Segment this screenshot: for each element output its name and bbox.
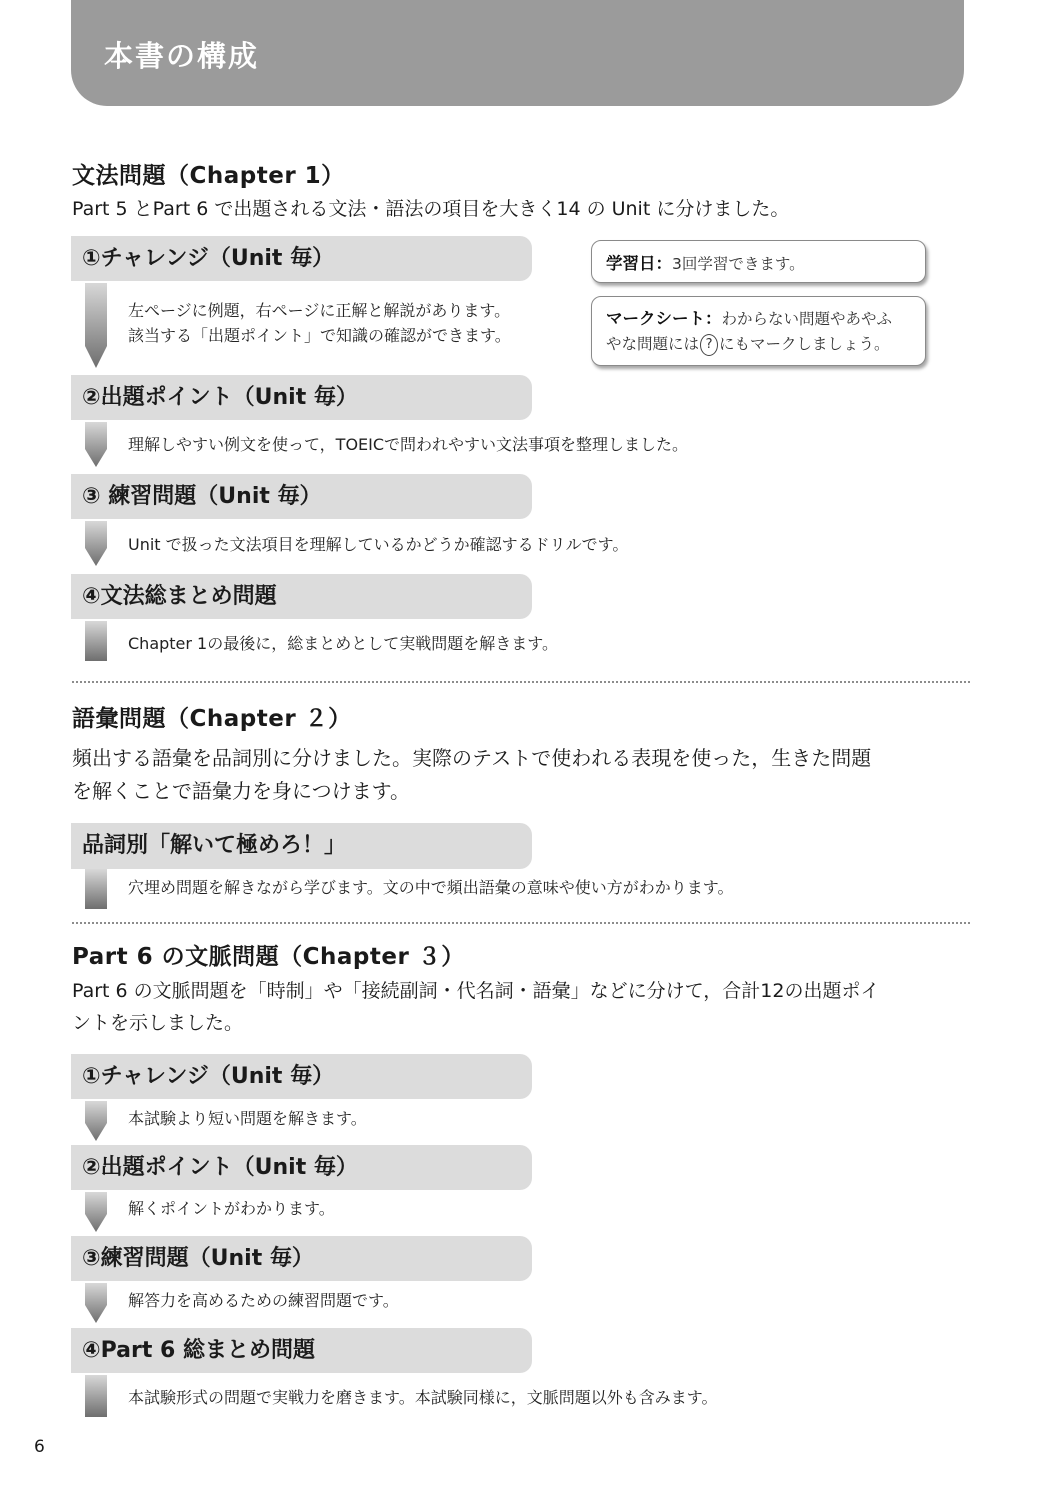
mark-sheet-label: マークシート： xyxy=(606,309,722,328)
chapter3-step3-desc: 解答力を高めるための練習問題です。 xyxy=(128,1291,399,1310)
flow-block-marker xyxy=(85,869,107,909)
chapter3-step4-label: ④Part 6 総まとめ問題 xyxy=(82,1338,315,1363)
chapter3-step1-label: ①チャレンジ（Unit 毎） xyxy=(82,1064,335,1089)
chapter3-step2-label: ②出題ポイント（Unit 毎） xyxy=(82,1155,358,1180)
chapter1-step1-bar xyxy=(71,236,532,281)
chapter2-description-line1: 頻出する語彙を品詞別に分けました。実際のテストで使われる表現を使った，生きた問題 xyxy=(72,746,872,770)
chapter1-step1-desc-line2: 該当する「出題ポイント」で知識の確認ができます。 xyxy=(128,326,511,345)
chapter1-description: Part 5 とPart 6 で出題される文法・語法の項目を大きく14 の Unit に分けました。 xyxy=(72,198,790,220)
flow-block-marker xyxy=(85,1375,107,1417)
section-divider xyxy=(72,681,970,683)
flow-block-marker xyxy=(85,621,107,661)
section-divider xyxy=(72,922,970,924)
chapter1-step2-bar xyxy=(71,375,532,420)
chapter3-step3-bar xyxy=(71,1236,532,1281)
mark-sheet-text-line2b: にもマークしましょう。 xyxy=(719,335,890,353)
chapter1-step3-label: ③ 練習問題（Unit 毎） xyxy=(82,484,322,509)
flow-arrow-icon xyxy=(85,1283,108,1323)
chapter1-step3-desc: Unit で扱った文法項目を理解しているかどうか確認するドリルです。 xyxy=(128,535,629,554)
chapter3-step1-bar xyxy=(71,1054,532,1099)
chapter3-title: Part 6 の文脈問題（Chapter ３） xyxy=(72,944,465,970)
chapter3-description-line2: ントを示しました。 xyxy=(72,1012,244,1034)
chapter1-step4-bar xyxy=(71,574,532,619)
chapter1-step2-desc: 理解しやすい例文を使って，TOEICで問われやすい文法事項を整理しました。 xyxy=(128,435,689,454)
study-day-text: 3回学習できます。 xyxy=(672,255,805,273)
flow-arrow-icon xyxy=(85,283,108,368)
mark-sheet-text-line1: わからない問題やあやふ xyxy=(721,310,893,328)
flow-arrow-icon xyxy=(85,422,108,467)
question-mark-icon: ? xyxy=(700,334,718,356)
chapter3-step3-label: ③練習問題（Unit 毎） xyxy=(82,1246,314,1271)
chapter2-step1-desc: 穴埋め問題を解きながら学びます。文の中で頻出語彙の意味や使い方がわかります。 xyxy=(128,878,734,897)
chapter2-title: 語彙問題（Chapter ２） xyxy=(72,706,352,732)
chapter2-description-line2: を解くことで語彙力を身につけます。 xyxy=(72,779,410,803)
chapter1-step4-label: ④文法総まとめ問題 xyxy=(82,584,277,609)
page-header-banner xyxy=(71,0,964,106)
mark-sheet-note xyxy=(591,296,926,366)
chapter3-step2-desc: 解くポイントがわかります。 xyxy=(128,1199,335,1218)
study-day-label: 学習日： xyxy=(606,254,672,273)
flow-arrow-icon xyxy=(85,1101,108,1141)
chapter1-title: 文法問題（Chapter 1） xyxy=(72,163,345,189)
study-day-note xyxy=(591,240,926,283)
chapter1-step2-label: ②出題ポイント（Unit 毎） xyxy=(82,385,358,410)
mark-sheet-text-line2a: やな問題には xyxy=(606,335,700,353)
page-number: 6 xyxy=(34,1437,45,1457)
chapter1-step1-desc-line1: 左ページに例題，右ページに正解と解説があります。 xyxy=(128,301,511,320)
chapter1-step4-desc: Chapter 1の最後に，総まとめとして実戦問題を解きます。 xyxy=(128,634,558,653)
chapter3-step4-bar xyxy=(71,1328,532,1373)
chapter1-step3-bar xyxy=(71,474,532,519)
chapter1-step1-label: ①チャレンジ（Unit 毎） xyxy=(82,246,335,271)
flow-arrow-icon xyxy=(85,521,108,566)
chapter2-step1-label: 品詞別「解いて極めろ！」 xyxy=(82,833,347,858)
chapter3-step1-desc: 本試験より短い問題を解きます。 xyxy=(128,1109,367,1128)
chapter3-description-line1: Part 6 の文脈問題を「時制」や「接続副詞・代名詞・語彙」などに分けて，合計12の出題ポイ xyxy=(72,980,880,1002)
chapter3-step2-bar xyxy=(71,1145,532,1190)
page-title: 本書の構成 xyxy=(104,39,260,73)
chapter3-step4-desc: 本試験形式の問題で実戦力を磨きます。本試験同様に，文脈問題以外も含みます。 xyxy=(128,1388,718,1407)
flow-arrow-icon xyxy=(85,1192,108,1232)
chapter2-step1-bar xyxy=(71,823,532,869)
